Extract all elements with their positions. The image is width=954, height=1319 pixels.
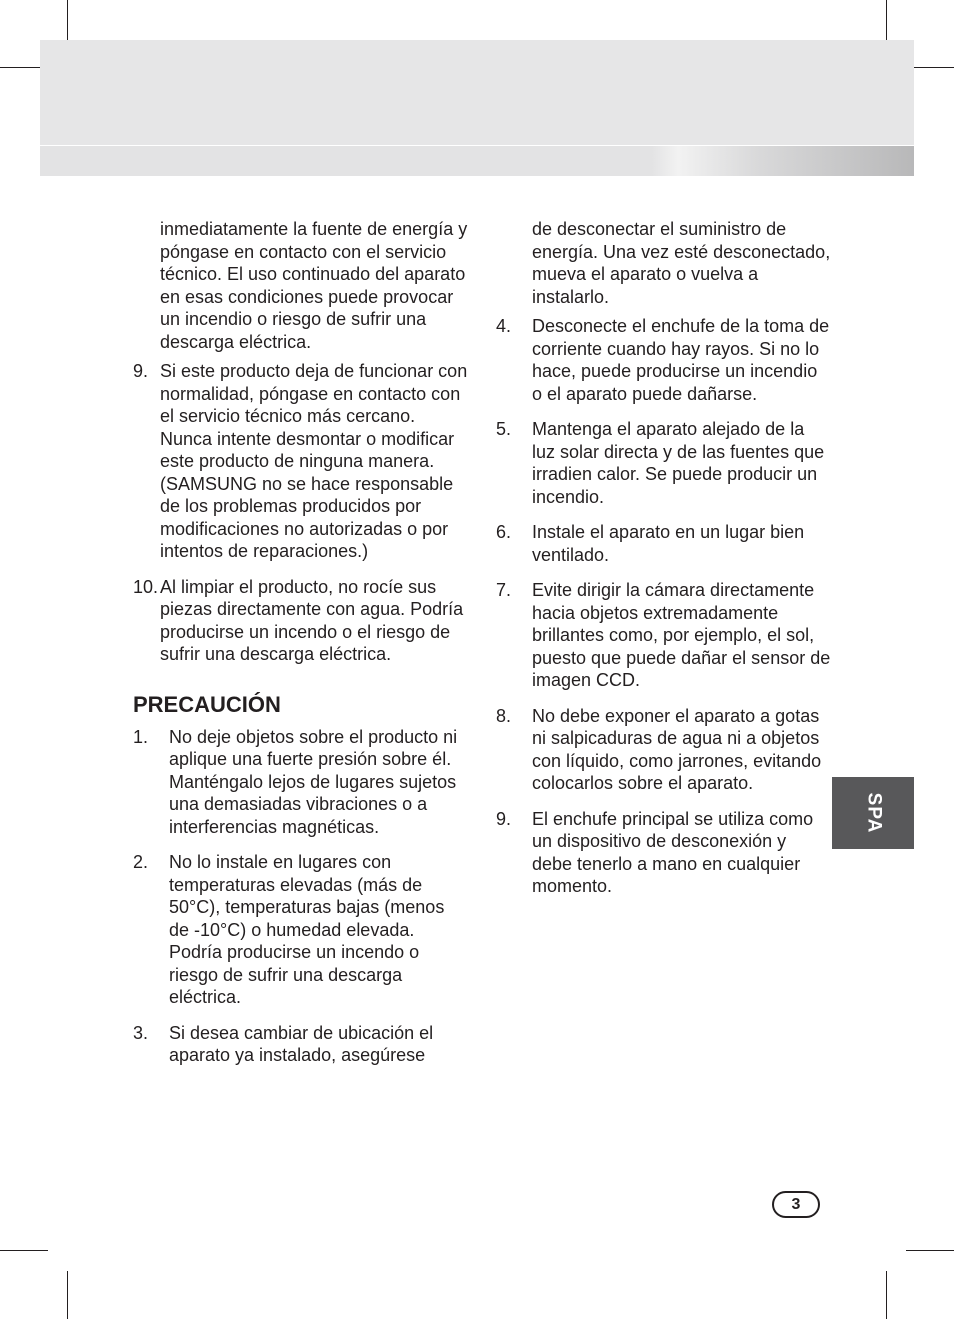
page-number: 3 [772,1191,820,1218]
item-text: El enchufe principal se utiliza como un dispositivo de desconexión y debe tenerlo a mano en cualquier momento. [532,808,814,896]
item-text: No debe exponer el aparato a gotas ni salpicaduras de agua ni a objetos con líquido, como jarrones, evitando colocarlos sobre el aparato. [532,705,822,793]
item-number: 7. [496,580,512,600]
item-text: Mantenga el aparato alejado de la luz solar directa y de las fuentes que irradien calor. Se puede producir un incendio. [532,419,825,507]
list-item [133,851,468,1009]
list-item [133,360,468,563]
item-number: 4. [496,316,512,336]
list-item [133,576,468,666]
item-text: No deje objetos sobre el producto ni aplique una fuerte presión sobre él. Manténgalo lejos de lugares sujetos una demasiadas vibraciones o a interferencias magnéticas. [169,726,458,837]
list-item [496,808,831,898]
header-gradient-strip [40,146,914,176]
crop-mark [906,1250,954,1251]
left-column [133,218,468,1080]
item-number: 5. [496,419,512,439]
list-item [496,418,831,508]
item-text: No lo instale en lugares con temperaturas elevadas (más de 50°C), temperaturas bajas (menos de -10°C) o humedad elevada. Podría producirse un incendo o riesgo de sufrir una descarga eléctrica. [169,852,445,1007]
item-number: 8. [496,705,512,726]
list-item [496,705,831,795]
item-text: Evite dirigir la cámara directamente hacia objetos extremadamente brillantes como, por ejemplo, el sol, puesto que puede dañar el sensor de imagen CCD. [532,580,831,690]
list-item [496,521,831,566]
list-item [133,726,468,839]
language-tab-label: SPA [862,792,884,834]
language-tab [832,777,914,849]
item-number: 2. [133,852,149,872]
item-number: 6. [496,522,512,542]
list-item [496,315,831,405]
item-number: 9. [496,808,512,829]
header-band [40,40,914,145]
item-text: Desconecte el enchufe de la toma de corriente cuando hay rayos. Si no lo hace, puede producirse un incendio o el aparato puede dañarse. [532,316,830,404]
item-text: Si desea cambiar de ubicación el aparato ya instalado, asegúrese [169,1022,434,1065]
item-number: 9. [133,361,149,381]
item-number: 3. [133,1022,149,1043]
crop-mark [67,1271,68,1319]
list-item [133,1022,468,1067]
item-number: 1. [133,726,149,747]
item-number: 10. [133,576,159,597]
right-column [496,218,831,911]
item-text: Al limpiar el producto, no rocíe sus piezas directamente con agua. Podría producirse un incendo o el riesgo de sufrir una descarga eléctrica. [160,576,464,664]
continuation-text: inmediatamente la fuente de energía y póngase en contacto con el servicio técnico. El uso continuado del aparato en esas condiciones puede provocar un incendio o riesgo de sufrir una descarga eléctrica. [160,219,468,352]
continuation-text: de desconectar el suministro de energía. Una vez esté desconectado, mueva el aparato o vuelva a instalarlo. [532,219,831,307]
item-text: Si este producto deja de funcionar con normalidad, póngase en contacto con el servicio técnico más cercano. Nunca intente desmontar o modificar este producto de ninguna manera. (SAMSUNG no se hace responsable de los problemas producidos por modificaciones no autorizadas o por intentos de reparaciones.) [160,361,468,561]
section-title: PRECAUCIÓN [133,691,281,717]
item-text: Instale el aparato en un lugar bien ventilado. [532,522,805,565]
list-item [496,579,831,692]
crop-mark [886,1271,887,1319]
crop-mark [0,1250,48,1251]
